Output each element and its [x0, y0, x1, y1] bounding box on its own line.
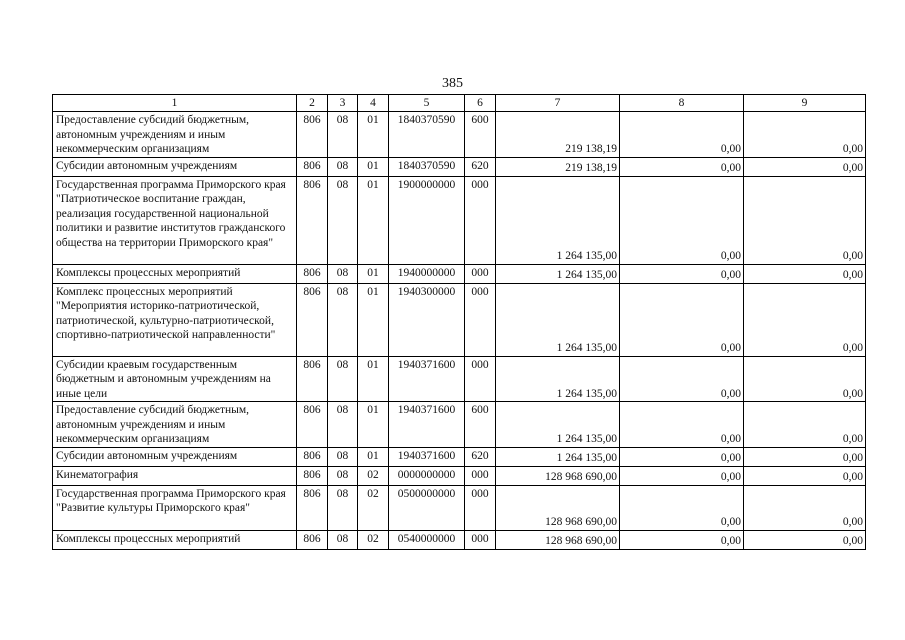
row-amount-col9: 0,00	[744, 264, 866, 283]
table-row	[53, 485, 866, 530]
row-vr-cell: 000	[465, 356, 496, 402]
row-pr-cell: 01	[358, 356, 389, 402]
row-name-cell: Комплекс процессных мероприятий "Мероприятия историко-патриотической, патриотической, культурно-патриотической, спортивно-патриотической направленности"	[53, 283, 297, 356]
row-rz-cell: 08	[328, 530, 358, 549]
table-row	[53, 356, 866, 402]
row-rz-cell: 08	[328, 283, 358, 356]
row-vr-cell: 000	[465, 283, 496, 356]
row-rz-cell: 08	[328, 402, 358, 448]
row-gr-cell: 806	[297, 485, 328, 530]
row-name-cell: Комплексы процессных мероприятий	[53, 264, 297, 283]
row-csr-cell: 0000000000	[389, 466, 465, 485]
row-amount-col7: 219 138,19	[496, 157, 620, 176]
row-amount-col9: 0,00	[744, 530, 866, 549]
row-csr-cell: 1900000000	[389, 176, 465, 264]
row-amount-col8: 0,00	[620, 447, 744, 466]
page-number: 385	[442, 76, 463, 91]
row-amount-col9: 0,00	[744, 112, 866, 158]
row-pr-cell: 01	[358, 447, 389, 466]
row-vr-cell: 000	[465, 264, 496, 283]
budget-table	[52, 94, 866, 550]
row-amount-col9: 0,00	[744, 485, 866, 530]
row-gr-cell: 806	[297, 264, 328, 283]
row-amount-col9: 0,00	[744, 176, 866, 264]
row-amount-col9: 0,00	[744, 283, 866, 356]
row-rz-cell: 08	[328, 466, 358, 485]
row-amount-col8: 0,00	[620, 530, 744, 549]
row-rz-cell: 08	[328, 356, 358, 402]
row-vr-cell: 000	[465, 466, 496, 485]
row-name-cell: Кинематография	[53, 466, 297, 485]
table-row	[53, 264, 866, 283]
row-amount-col8: 0,00	[620, 356, 744, 402]
row-amount-col8: 0,00	[620, 283, 744, 356]
header-cell: 3	[328, 95, 358, 112]
row-vr-cell: 600	[465, 112, 496, 158]
header-cell: 5	[389, 95, 465, 112]
row-pr-cell: 01	[358, 402, 389, 448]
table-row	[53, 447, 866, 466]
row-csr-cell: 0500000000	[389, 485, 465, 530]
table-row	[53, 112, 866, 158]
row-vr-cell: 620	[465, 447, 496, 466]
row-amount-col7: 1 264 135,00	[496, 356, 620, 402]
row-csr-cell: 1840370590	[389, 157, 465, 176]
row-amount-col7: 128 968 690,00	[496, 530, 620, 549]
row-amount-col8: 0,00	[620, 485, 744, 530]
row-rz-cell: 08	[328, 485, 358, 530]
row-pr-cell: 01	[358, 283, 389, 356]
row-name-cell: Предоставление субсидий бюджетным, автономным учреждениям и иным некоммерческим организациям	[53, 402, 297, 448]
row-amount-col7: 1 264 135,00	[496, 283, 620, 356]
row-amount-col7: 1 264 135,00	[496, 176, 620, 264]
row-amount-col7: 128 968 690,00	[496, 485, 620, 530]
row-amount-col9: 0,00	[744, 356, 866, 402]
row-pr-cell: 01	[358, 176, 389, 264]
header-row	[53, 95, 866, 112]
row-name-cell: Субсидии автономным учреждениям	[53, 157, 297, 176]
row-name-cell: Государственная программа Приморского края "Развитие культуры Приморского края"	[53, 485, 297, 530]
row-gr-cell: 806	[297, 466, 328, 485]
row-amount-col7: 1 264 135,00	[496, 264, 620, 283]
row-rz-cell: 08	[328, 447, 358, 466]
row-name-cell: Предоставление субсидий бюджетным, автономным учреждениям и иным некоммерческим организациям	[53, 112, 297, 158]
row-amount-col9: 0,00	[744, 402, 866, 448]
row-pr-cell: 02	[358, 466, 389, 485]
row-pr-cell: 01	[358, 157, 389, 176]
row-pr-cell: 01	[358, 112, 389, 158]
row-amount-col8: 0,00	[620, 402, 744, 448]
row-gr-cell: 806	[297, 447, 328, 466]
table-row	[53, 283, 866, 356]
row-gr-cell: 806	[297, 112, 328, 158]
row-amount-col9: 0,00	[744, 157, 866, 176]
row-csr-cell: 1840370590	[389, 112, 465, 158]
header-cell: 1	[53, 95, 297, 112]
row-amount-col9: 0,00	[744, 447, 866, 466]
row-csr-cell: 1940371600	[389, 402, 465, 448]
table-row	[53, 466, 866, 485]
header-cell: 2	[297, 95, 328, 112]
row-vr-cell: 620	[465, 157, 496, 176]
row-name-cell: Субсидии краевым государственным бюджетным и автономным учреждениям на иные цели	[53, 356, 297, 402]
row-amount-col8: 0,00	[620, 112, 744, 158]
row-vr-cell: 600	[465, 402, 496, 448]
row-pr-cell: 02	[358, 485, 389, 530]
table-row	[53, 530, 866, 549]
row-gr-cell: 806	[297, 530, 328, 549]
header-cell: 8	[620, 95, 744, 112]
row-name-cell: Комплексы процессных мероприятий	[53, 530, 297, 549]
row-csr-cell: 0540000000	[389, 530, 465, 549]
row-amount-col7: 1 264 135,00	[496, 447, 620, 466]
row-amount-col7: 128 968 690,00	[496, 466, 620, 485]
row-amount-col9: 0,00	[744, 466, 866, 485]
header-cell: 7	[496, 95, 620, 112]
row-vr-cell: 000	[465, 530, 496, 549]
row-csr-cell: 1940371600	[389, 447, 465, 466]
row-csr-cell: 1940371600	[389, 356, 465, 402]
row-amount-col7: 219 138,19	[496, 112, 620, 158]
row-amount-col7: 1 264 135,00	[496, 402, 620, 448]
row-amount-col8: 0,00	[620, 264, 744, 283]
header-cell: 9	[744, 95, 866, 112]
table-body	[53, 112, 866, 550]
row-gr-cell: 806	[297, 356, 328, 402]
row-amount-col8: 0,00	[620, 466, 744, 485]
row-gr-cell: 806	[297, 402, 328, 448]
row-pr-cell: 01	[358, 264, 389, 283]
row-pr-cell: 02	[358, 530, 389, 549]
row-rz-cell: 08	[328, 157, 358, 176]
header-cell: 6	[465, 95, 496, 112]
header-cell: 4	[358, 95, 389, 112]
row-name-cell: Субсидии автономным учреждениям	[53, 447, 297, 466]
row-name-cell: Государственная программа Приморского края "Патриотическое воспитание граждан, реализация государственной национальной политики и развитие институтов гражданского общества на территории Приморского края"	[53, 176, 297, 264]
table-row	[53, 176, 866, 264]
row-csr-cell: 1940300000	[389, 283, 465, 356]
row-rz-cell: 08	[328, 264, 358, 283]
row-gr-cell: 806	[297, 176, 328, 264]
table-row	[53, 402, 866, 448]
row-vr-cell: 000	[465, 176, 496, 264]
row-gr-cell: 806	[297, 283, 328, 356]
row-amount-col8: 0,00	[620, 157, 744, 176]
row-csr-cell: 1940000000	[389, 264, 465, 283]
row-rz-cell: 08	[328, 176, 358, 264]
row-gr-cell: 806	[297, 157, 328, 176]
row-amount-col8: 0,00	[620, 176, 744, 264]
row-rz-cell: 08	[328, 112, 358, 158]
row-vr-cell: 000	[465, 485, 496, 530]
table-row	[53, 157, 866, 176]
